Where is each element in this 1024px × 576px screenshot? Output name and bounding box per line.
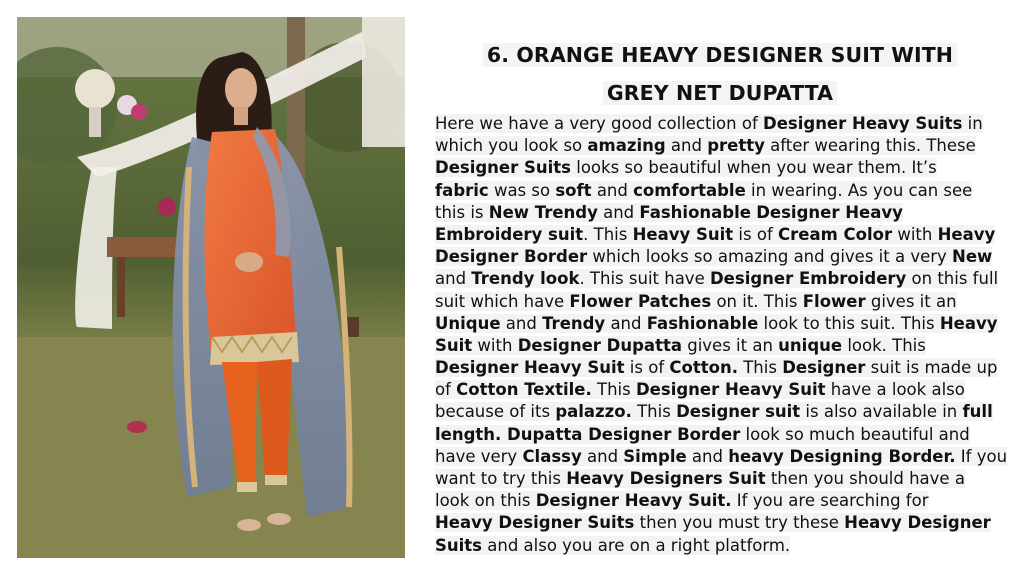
- description-line: [435, 535, 1005, 557]
- description-bold-text: New: [952, 247, 993, 267]
- description-bold-text: Heavy: [937, 224, 996, 244]
- description-text: have a look also: [825, 380, 965, 400]
- description-bold-text: length. Dupatta Designer Border: [435, 424, 741, 444]
- product-title-line-2: GREY NET DUPATTA: [603, 81, 837, 105]
- description-bold-text: Heavy: [939, 313, 998, 333]
- description-line: [435, 313, 1005, 335]
- description-bold-text: Heavy Designers Suit: [566, 469, 766, 488]
- description-bold-text: Simple: [623, 446, 687, 466]
- description-line: [435, 379, 1005, 401]
- description-bold-text: Embroidery suit: [435, 224, 584, 244]
- description-line: [435, 180, 1005, 202]
- description-text: and: [500, 313, 543, 333]
- description-text: is of: [733, 224, 779, 244]
- description-text: look. This: [842, 335, 926, 355]
- description-text: and: [597, 202, 640, 222]
- description-bold-text: Designer Dupatta: [517, 335, 682, 355]
- description-bold-text: Flower Patches: [569, 291, 712, 311]
- description-text: This: [737, 358, 783, 378]
- description-text: in: [962, 114, 983, 133]
- description-text: then you must try these: [634, 513, 845, 533]
- description-bold-text: comfortable: [633, 180, 746, 200]
- description-bold-text: Designer Border: [435, 247, 588, 267]
- description-bold-text: fabric: [435, 180, 489, 200]
- description-text: If you: [955, 446, 1008, 466]
- description-text: and: [591, 180, 634, 200]
- description-text: in wearing. As you can see: [745, 180, 973, 200]
- description-text: is of: [624, 358, 670, 378]
- description-bold-text: soft: [555, 180, 592, 200]
- description-text: . This suit have: [579, 269, 710, 289]
- product-title: [435, 36, 1005, 112]
- description-line: [435, 335, 1005, 357]
- description-line: [435, 424, 1005, 446]
- description-text: is also available in: [800, 402, 963, 422]
- description-bold-text: Designer suit: [676, 402, 801, 422]
- description-bold-text: Heavy Suit: [632, 224, 734, 244]
- description-line: [435, 224, 1005, 246]
- description-text: look so much beautiful and: [740, 424, 970, 444]
- description-text: this is: [435, 202, 489, 222]
- description-text: and also you are on a right platform.: [482, 535, 791, 555]
- description-text: look on this: [435, 491, 536, 511]
- description-text: If you are searching for: [731, 491, 929, 511]
- description-bold-text: Cotton.: [669, 358, 738, 378]
- description-bold-text: unique: [778, 335, 843, 355]
- description-text: because of its: [435, 402, 556, 422]
- description-bold-text: Classy: [522, 446, 582, 466]
- description-text: after wearing this. These: [764, 136, 976, 156]
- description-text: and: [581, 446, 624, 466]
- description-line: [435, 157, 1005, 179]
- description-text: of: [435, 380, 457, 400]
- description-bold-text: Designer Heavy Suits: [763, 114, 963, 133]
- description-bold-text: Designer Heavy Suit: [435, 358, 625, 378]
- model-photo-illustration: [17, 17, 405, 558]
- product-description-panel: [435, 36, 1008, 557]
- description-bold-text: Cotton Textile.: [456, 380, 592, 400]
- description-bold-text: heavy Designing Border.: [728, 446, 956, 466]
- description-text: which you look so: [435, 136, 588, 156]
- description-text: on it. This: [711, 291, 803, 311]
- description-text: Here we have a very good collection of: [435, 114, 764, 133]
- description-bold-text: pretty: [707, 136, 765, 156]
- description-bold-text: Designer Heavy: [756, 202, 903, 222]
- description-text: on this full: [906, 269, 999, 289]
- product-title-line-1: 6. ORANGE HEAVY DESIGNER SUIT WITH: [483, 43, 957, 67]
- description-bold-text: Designer Suits: [435, 158, 571, 178]
- lamp-globe: [75, 69, 115, 109]
- description-bold-text: New Trendy: [488, 202, 598, 222]
- description-text: and: [605, 313, 647, 333]
- description-bold-text: Flower: [802, 291, 866, 311]
- description-text: This: [631, 402, 677, 422]
- description-bold-text: Cream Color: [778, 224, 893, 244]
- description-bold-text: Heavy Designer Suits: [435, 513, 635, 533]
- description-text: have very: [435, 446, 523, 466]
- description-bold-text: Designer Heavy Suit.: [535, 491, 732, 511]
- description-text: look to this suit. This: [758, 313, 940, 333]
- description-line: [435, 512, 1005, 534]
- description-text: want to try this: [435, 469, 567, 488]
- description-bold-text: Suits: [435, 535, 482, 555]
- description-text: gives it an: [681, 335, 779, 355]
- description-line: [435, 468, 1005, 490]
- description-bold-text: palazzo.: [555, 402, 632, 422]
- description-line: [435, 202, 1005, 224]
- description-bold-text: Fashionable: [639, 202, 751, 222]
- description-text: and: [435, 269, 472, 289]
- description-text: . This: [583, 224, 633, 244]
- description-text: with: [472, 335, 518, 355]
- description-text: which looks so amazing and gives it a very: [587, 247, 953, 267]
- description-bold-text: Trendy: [542, 313, 606, 333]
- description-text: looks so beautiful when you wear them. It’s: [571, 158, 937, 178]
- description-line: [435, 113, 1005, 135]
- description-line: [435, 246, 1005, 268]
- description-text: gives it an: [865, 291, 957, 311]
- model-photo: [17, 17, 405, 558]
- description-text: and: [686, 446, 729, 466]
- description-line: [435, 291, 1005, 313]
- description-bold-text: Designer Embroidery: [709, 269, 907, 289]
- description-bold-text: full: [962, 402, 993, 422]
- description-line: [435, 268, 1005, 290]
- description-bold-text: Designer: [782, 358, 866, 378]
- product-description-text: [435, 113, 1008, 557]
- description-bold-text: Fashionable: [646, 313, 759, 333]
- description-text: was so: [488, 180, 556, 200]
- description-text: This: [591, 380, 636, 400]
- description-text: then you should have a: [765, 469, 965, 488]
- description-line: [435, 401, 1005, 423]
- description-bold-text: Trendy look: [471, 269, 580, 289]
- description-text: with: [892, 224, 938, 244]
- description-bold-text: Heavy Designer: [844, 513, 991, 533]
- description-text: and: [665, 136, 708, 156]
- description-line: [435, 490, 1005, 512]
- description-line: [435, 357, 1005, 379]
- description-line: [435, 446, 1008, 468]
- description-bold-text: Suit: [435, 335, 473, 355]
- description-bold-text: Unique: [435, 313, 501, 333]
- description-text: suit which have: [435, 291, 570, 311]
- description-bold-text: amazing: [587, 136, 666, 156]
- description-bold-text: Designer Heavy Suit: [635, 380, 826, 400]
- description-text: suit is made up: [865, 358, 998, 378]
- description-line: [435, 135, 1005, 157]
